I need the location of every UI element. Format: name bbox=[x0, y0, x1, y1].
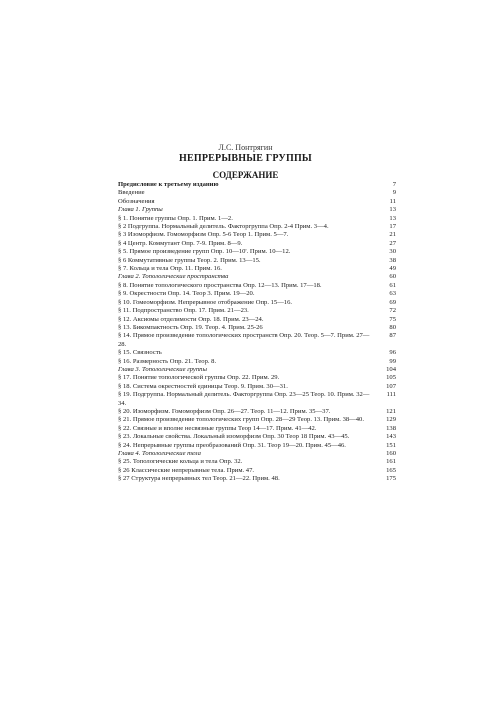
toc-page-number: 129 bbox=[386, 416, 396, 424]
toc-entry-text: Предисловие к третьему изданию bbox=[118, 181, 219, 188]
toc-entry-text: § 2 Подгруппа. Нормальный делитель. Факторгруппа Опр. 2-4 Прим. 3—4. bbox=[118, 223, 329, 231]
toc-entry-text: § 25. Топологические кольца и тела Опр. 32. bbox=[118, 458, 243, 466]
toc-row bbox=[118, 467, 396, 475]
toc-entry-text: § 12. Аксиомы отделимости Опр. 18. Прим. 23—24. bbox=[118, 315, 264, 323]
toc-page-number: 17 bbox=[389, 223, 396, 231]
toc-page-number: 75 bbox=[389, 315, 396, 323]
toc-entry-text: § 22. Связные и вполне несвязные группы Теор 14—17. Прим. 41—42. bbox=[118, 424, 317, 432]
toc-row bbox=[118, 307, 396, 315]
toc-page-number: 138 bbox=[386, 424, 396, 432]
toc-row bbox=[118, 240, 396, 248]
contents-heading: СОДЕРЖАНИЕ bbox=[212, 170, 279, 180]
toc-row bbox=[118, 215, 396, 223]
toc-entry-text: Глава 4. Топологические тела bbox=[118, 450, 201, 457]
toc-page-number: 60 bbox=[389, 273, 396, 281]
toc-page-number: 11 bbox=[389, 197, 396, 205]
toc-page-number: 21 bbox=[389, 231, 396, 239]
toc-row bbox=[118, 475, 396, 483]
toc-entry-text: § 4 Центр. Коммутант Опр. 7-9. Прим. 8—9. bbox=[118, 239, 243, 247]
toc-page-number: 38 bbox=[389, 256, 396, 264]
toc-row bbox=[118, 442, 396, 450]
toc-row bbox=[118, 408, 396, 416]
toc-page-number: 111 bbox=[386, 391, 396, 399]
toc-page-number: 13 bbox=[389, 206, 396, 214]
author-line: Л.С. Понтрягин bbox=[218, 143, 273, 152]
toc-row bbox=[118, 358, 396, 366]
toc-page-number: 121 bbox=[386, 407, 396, 415]
toc-row bbox=[118, 273, 396, 281]
toc-page-number: 49 bbox=[389, 265, 396, 273]
toc-row bbox=[118, 290, 396, 298]
toc-row bbox=[118, 248, 396, 256]
toc-entry-text: § 27 Структура непрерывных тел Теор. 21—22. Прим. 48. bbox=[118, 475, 280, 483]
toc-row bbox=[118, 383, 396, 391]
toc-row bbox=[118, 206, 396, 214]
table-of-contents bbox=[118, 181, 396, 484]
toc-entry-text: Введение bbox=[118, 189, 145, 197]
toc-page-number: 87 bbox=[389, 332, 396, 340]
toc-entry-text: § 24. Непрерывные группы преобразований Опр. 31. Теор 19—20. Прим. 45—46. bbox=[118, 441, 346, 449]
toc-row bbox=[118, 189, 396, 197]
toc-page-number: 105 bbox=[386, 374, 396, 382]
toc-entry-text: § 10. Гомеоморфизм. Непрерывное отображение Опр. 15—16. bbox=[118, 298, 293, 306]
toc-entry-text: § 16. Размерность Опр. 21. Теор. 8. bbox=[118, 357, 217, 365]
toc-entry-text: § 21. Прямое произведение топологических групп Опр. 28—29 Теор. 13. Прим. 38—40. bbox=[118, 416, 364, 424]
toc-entry-text: Глава 1. Группы bbox=[118, 206, 163, 214]
toc-entry-text: § 17. Понятие топологической группы Опр. 22. Прим. 29. bbox=[118, 374, 280, 382]
toc-entry-text: § 18. Система окрестностей единицы Теор. 9. Прим. 30—31. bbox=[118, 382, 288, 390]
toc-page-number: 96 bbox=[389, 349, 396, 357]
toc-page-number: 104 bbox=[386, 365, 396, 373]
toc-row bbox=[118, 257, 396, 265]
toc-row bbox=[118, 425, 396, 433]
toc-row bbox=[118, 433, 396, 441]
toc-entry-text: § 7. Кольца и тела Опр. 11. Прим. 16. bbox=[118, 265, 222, 273]
toc-page-number: 72 bbox=[389, 307, 396, 315]
toc-row bbox=[118, 366, 396, 374]
toc-entry-text: § 15. Связность bbox=[118, 349, 162, 357]
toc-row bbox=[118, 391, 396, 408]
toc-row bbox=[118, 324, 396, 332]
toc-page-number: 80 bbox=[389, 323, 396, 331]
toc-page-number: 9 bbox=[392, 189, 396, 197]
toc-page-number: 61 bbox=[389, 281, 396, 289]
toc-entry-text: § 6 Коммутативные группы Теор. 2. Прим. 13—15. bbox=[118, 256, 261, 264]
toc-row bbox=[118, 374, 396, 382]
toc-row bbox=[118, 181, 396, 189]
toc-entry-text: § 23. Локальные свойства. Локальный изоморфизм Опр. 30 Теор 18 Прим. 43—45. bbox=[118, 433, 350, 441]
toc-page-number: 160 bbox=[386, 450, 396, 457]
toc-page-number: 99 bbox=[389, 357, 396, 365]
toc-row bbox=[118, 265, 396, 273]
toc-entry-text: § 19. Подгруппа. Нормальный делитель. Факторгруппа Опр. 23—25 Теор. 10. Прим. 32—34. bbox=[118, 391, 370, 407]
toc-page-number: 161 bbox=[386, 458, 396, 466]
toc-row bbox=[118, 223, 396, 231]
toc-entry-text: Обозначения bbox=[118, 197, 155, 205]
toc-row bbox=[118, 458, 396, 466]
toc-page-number: 13 bbox=[389, 214, 396, 222]
toc-entry-text: § 14. Прямое произведение топологических пространств Опр. 20. Теор. 5—7. Прим. 27—28. bbox=[118, 332, 370, 348]
toc-entry-text: § 3 Изоморфизм. Гомоморфизм Опр. 5-6 Теор 1. Прим. 5—7. bbox=[118, 231, 289, 239]
toc-entry-text: Глава 2. Топологические пространства bbox=[118, 273, 229, 281]
toc-entry-text: § 20. Изоморфизм. Гомоморфизм Опр. 26—27. Теор. 11—12. Прим. 35—37. bbox=[118, 407, 331, 415]
toc-row bbox=[118, 316, 396, 324]
toc-page-number: 107 bbox=[386, 382, 396, 390]
toc-entry-text: Глава 3. Топологические группы bbox=[118, 365, 207, 373]
toc-page-number: 69 bbox=[389, 298, 396, 306]
toc-page-number: 151 bbox=[386, 441, 396, 449]
toc-page-number: 7 bbox=[392, 181, 396, 188]
toc-entry-text: § 1. Понятие группы Опр. 1. Прим. 1—2. bbox=[118, 214, 233, 222]
toc-entry-text: § 26 Классические непрерывные тела. Прим. 47. bbox=[118, 466, 255, 474]
toc-entry-text: § 11. Подпространство Опр. 17. Прим. 21—23. bbox=[118, 307, 249, 315]
toc-row bbox=[118, 282, 396, 290]
toc-row bbox=[118, 349, 396, 357]
toc-row bbox=[118, 450, 396, 458]
toc-row bbox=[118, 198, 396, 206]
toc-entry-text: § 8. Понятие топологического пространства Опр. 12—13. Прим. 17—18. bbox=[118, 281, 322, 289]
toc-page-number: 143 bbox=[386, 433, 396, 441]
toc-entry-text: § 5. Прямое произведение групп Опр. 10—10'. Прим. 10—12. bbox=[118, 248, 291, 256]
toc-row bbox=[118, 416, 396, 424]
toc-page-number: 165 bbox=[386, 466, 396, 474]
toc-page-number: 30 bbox=[389, 248, 396, 256]
toc-row bbox=[118, 332, 396, 349]
toc-row bbox=[118, 231, 396, 239]
toc-page-number: 63 bbox=[389, 290, 396, 298]
toc-row bbox=[118, 299, 396, 307]
book-title: НЕПРЕРЫВНЫЕ ГРУППЫ bbox=[179, 153, 312, 164]
toc-entry-text: § 9. Окрестности Опр. 14. Теор 3. Прим. 19—20. bbox=[118, 290, 255, 298]
toc-entry-text: § 13. Бикомпактность Опр. 19. Теор. 4. Прим. 25-26 bbox=[118, 323, 263, 331]
toc-page-number: 175 bbox=[386, 475, 396, 483]
toc-page-number: 27 bbox=[389, 239, 396, 247]
